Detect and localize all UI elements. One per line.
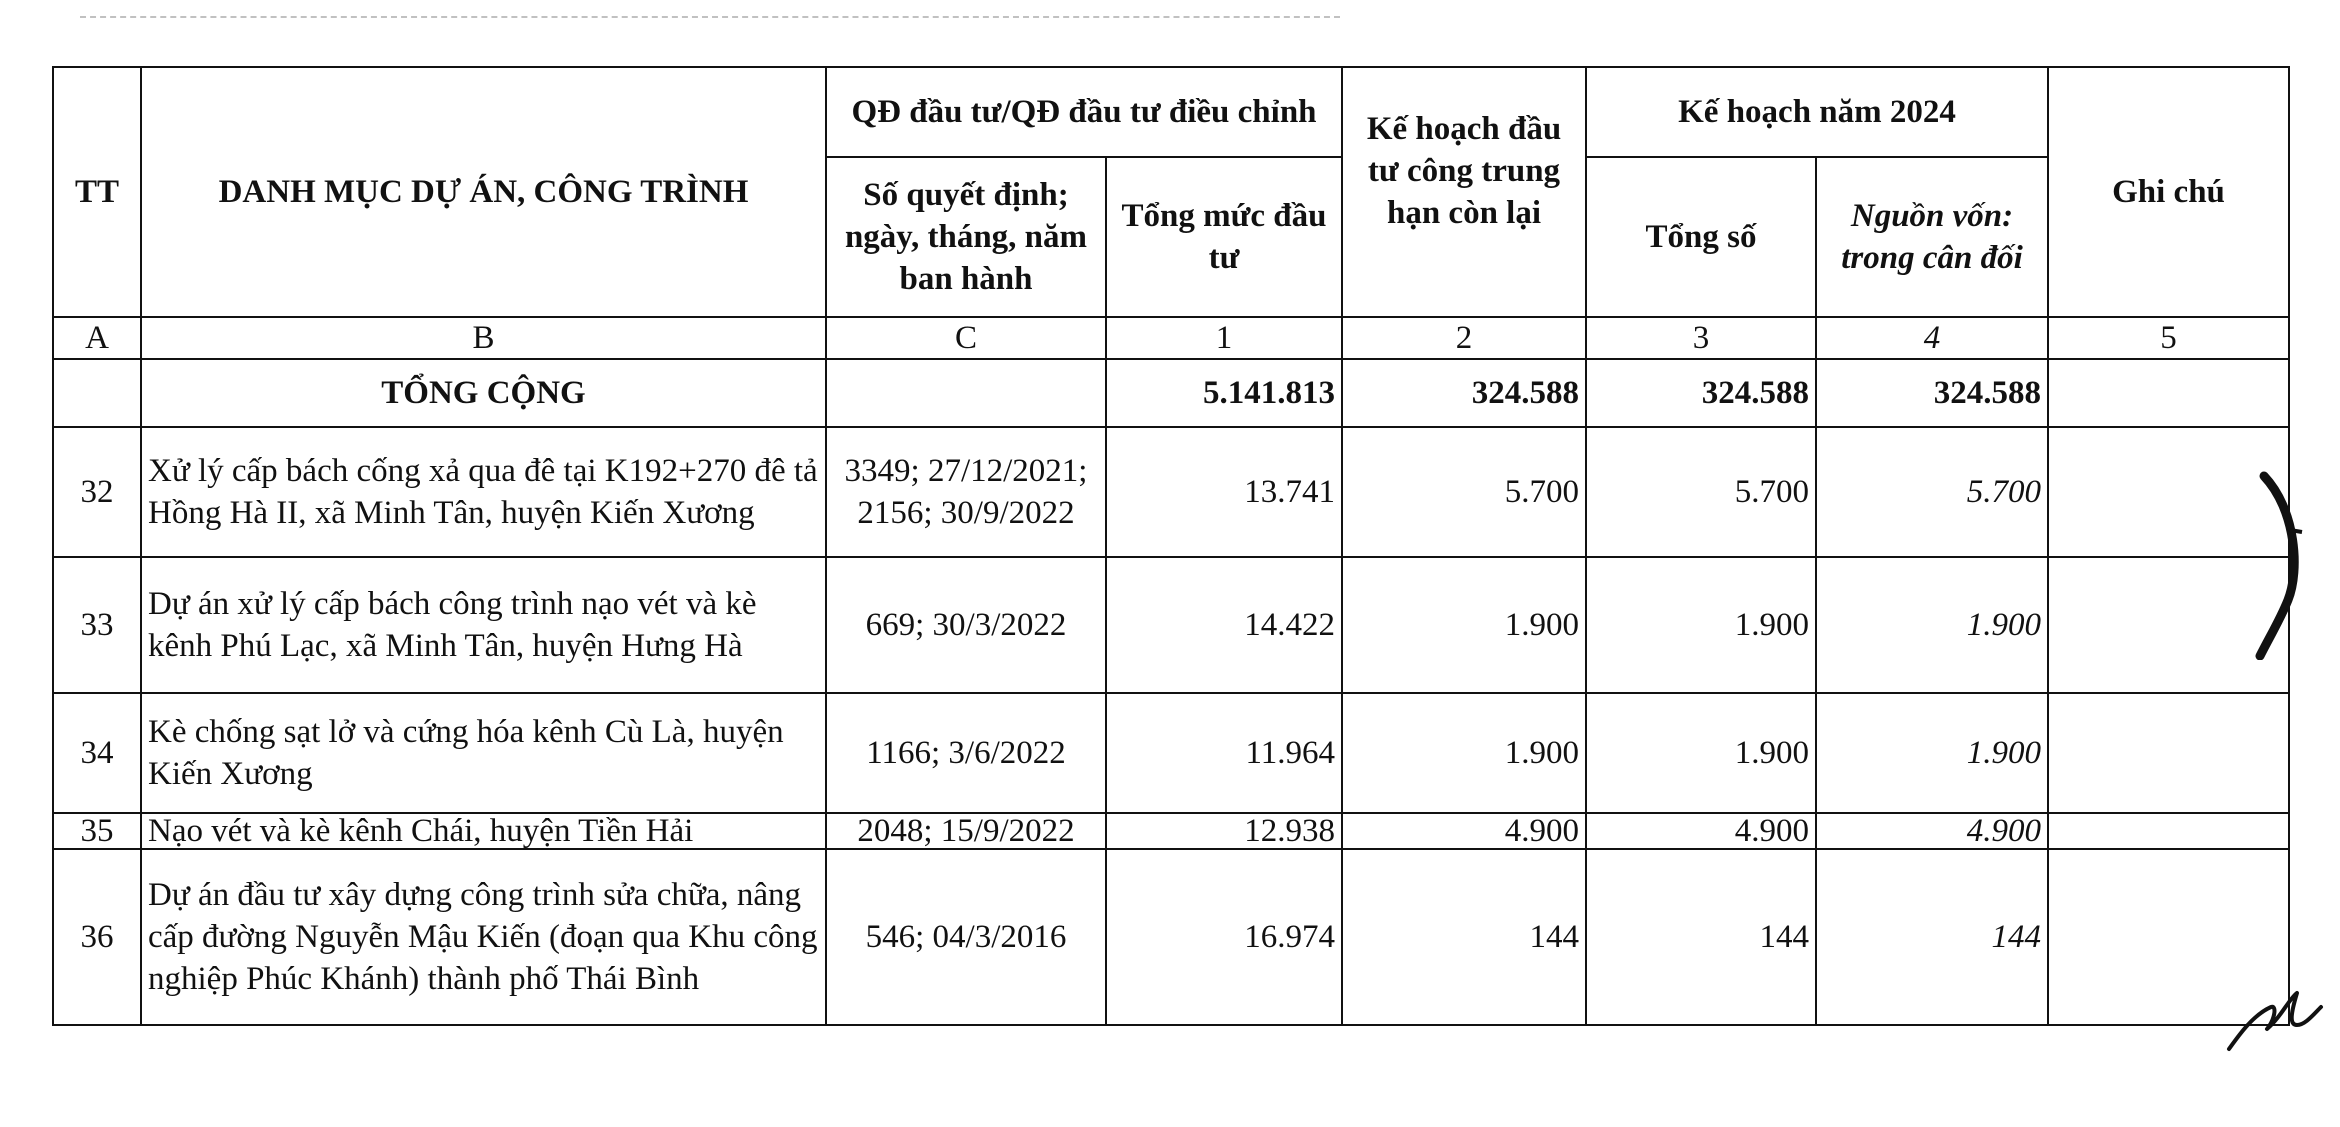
total-tt [53,359,141,427]
index-cell: 5 [2048,317,2289,359]
row-tt: 33 [53,557,141,693]
handwritten-initial-icon [2225,985,2325,1055]
row-tong-so: 1.900 [1586,557,1816,693]
table-row [53,427,2289,557]
row-tong-muc: 12.938 [1106,813,1342,849]
row-nguon-von: 1.900 [1816,693,2048,813]
index-cell: C [826,317,1106,359]
row-ghi-chu [2048,813,2289,849]
row-tong-so: 144 [1586,849,1816,1025]
header-ghi-chu: Ghi chú [2048,67,2289,317]
total-trung-han: 324.588 [1342,359,1586,427]
header-so-quyet-dinh: Số quyết định; ngày, tháng, năm ban hành [826,157,1106,317]
row-nguon-von: 144 [1816,849,2048,1025]
row-trung-han: 1.900 [1342,557,1586,693]
total-ghi-chu [2048,359,2289,427]
row-name: Xử lý cấp bách cống xả qua đê tại K192+270 đê tả Hồng Hà II, xã Minh Tân, huyện Kiến Xương [141,427,826,557]
index-row [53,317,2289,359]
header-qd-group: QĐ đầu tư/QĐ đầu tư điều chỉnh [826,67,1342,157]
header-tt: TT [53,67,141,317]
bracket-mark-icon [2250,470,2310,660]
row-tong-muc: 13.741 [1106,427,1342,557]
scan-top-artifact [80,16,1340,18]
row-tong-so: 5.700 [1586,427,1816,557]
row-tong-muc: 14.422 [1106,557,1342,693]
row-tt: 34 [53,693,141,813]
row-decision: 2048; 15/9/2022 [826,813,1106,849]
index-cell: 4 [1816,317,2048,359]
total-label: TỔNG CỘNG [141,359,826,427]
header-danh-muc: DANH MỤC DỰ ÁN, CÔNG TRÌNH [141,67,826,317]
row-trung-han: 1.900 [1342,693,1586,813]
row-ghi-chu [2048,693,2289,813]
total-row [53,359,2289,427]
header-ke-hoach-trung-han: Kế hoạch đầu tư công trung hạn còn lại [1342,67,1586,317]
header-tong-so: Tổng số [1586,157,1816,317]
row-decision: 1166; 3/6/2022 [826,693,1106,813]
total-nguon-von: 324.588 [1816,359,2048,427]
index-cell: A [53,317,141,359]
row-nguon-von: 5.700 [1816,427,2048,557]
row-name: Kè chống sạt lở và cứng hóa kênh Cù Là, huyện Kiến Xương [141,693,826,813]
row-trung-han: 144 [1342,849,1586,1025]
header-tong-muc: Tổng mức đầu tư [1106,157,1342,317]
row-nguon-von: 4.900 [1816,813,2048,849]
row-nguon-von: 1.900 [1816,557,2048,693]
row-decision: 546; 04/3/2016 [826,849,1106,1025]
row-name: Dự án xử lý cấp bách công trình nạo vét và kè kênh Phú Lạc, xã Minh Tân, huyện Hưng Hà [141,557,826,693]
table-row [53,849,2289,1025]
table-row [53,693,2289,813]
row-tt: 36 [53,849,141,1025]
row-name: Dự án đầu tư xây dựng công trình sửa chữa, nâng cấp đường Nguyễn Mậu Kiến (đoạn qua Khu công nghiệp Phúc Khánh) thành phố Thái Bình [141,849,826,1025]
row-trung-han: 4.900 [1342,813,1586,849]
row-tong-muc: 16.974 [1106,849,1342,1025]
row-tong-so: 4.900 [1586,813,1816,849]
row-tt: 35 [53,813,141,849]
row-name: Nạo vét và kè kênh Chái, huyện Tiền Hải [141,813,826,849]
row-decision: 3349; 27/12/2021; 2156; 30/9/2022 [826,427,1106,557]
row-tong-muc: 11.964 [1106,693,1342,813]
row-tt: 32 [53,427,141,557]
budget-table [52,66,2290,1026]
index-cell: 3 [1586,317,1816,359]
table-row [53,557,2289,693]
header-nguon-von: Nguồn vốn: trong cân đối [1816,157,2048,317]
table-row [53,813,2289,849]
row-decision: 669; 30/3/2022 [826,557,1106,693]
row-trung-han: 5.700 [1342,427,1586,557]
total-decision [826,359,1106,427]
total-tong-so: 324.588 [1586,359,1816,427]
header-ke-hoach-2024: Kế hoạch năm 2024 [1586,67,2048,157]
index-cell: B [141,317,826,359]
row-tong-so: 1.900 [1586,693,1816,813]
total-tong-muc: 5.141.813 [1106,359,1342,427]
index-cell: 1 [1106,317,1342,359]
index-cell: 2 [1342,317,1586,359]
